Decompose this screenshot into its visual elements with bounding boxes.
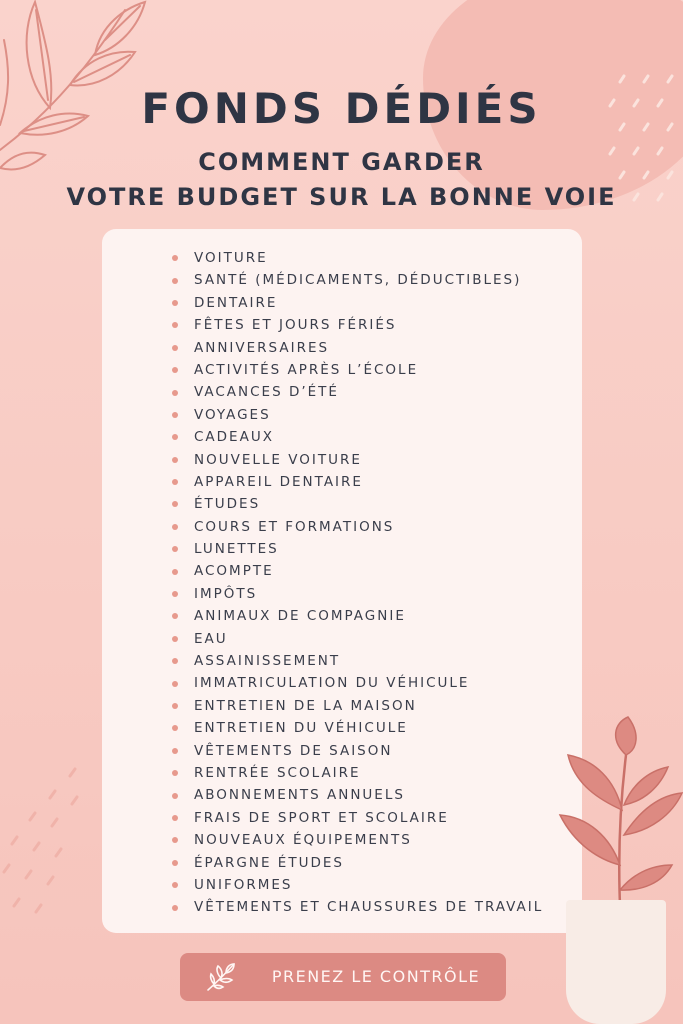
- bullet-icon: [172, 412, 178, 418]
- list-item: [172, 672, 572, 694]
- list-item-label: COURS ET FORMATIONS: [194, 518, 395, 535]
- list-item: [172, 292, 572, 314]
- list-item-label: DENTAIRE: [194, 294, 278, 311]
- list-item: [172, 426, 572, 448]
- bullet-icon: [172, 457, 178, 463]
- list-item: [172, 493, 572, 515]
- list-item-label: NOUVELLE VOITURE: [194, 451, 362, 468]
- list-item: [172, 852, 572, 874]
- bullet-icon: [172, 501, 178, 507]
- list-item: [172, 717, 572, 739]
- list-item: [172, 269, 572, 291]
- bullet-icon: [172, 636, 178, 642]
- list-item: [172, 784, 572, 806]
- list-item-label: VACANCES D’ÉTÉ: [194, 384, 339, 401]
- bullet-icon: [172, 793, 178, 799]
- list-item: [172, 404, 572, 426]
- list-item: [172, 359, 572, 381]
- dash-pattern-icon: [0, 760, 90, 930]
- page-subtitle: VOTRE BUDGET SUR LA BONNE VOIE: [66, 183, 617, 211]
- bullet-icon: [172, 748, 178, 754]
- bullet-icon: [172, 300, 178, 306]
- list-item: [172, 740, 572, 762]
- bullet-icon: [172, 815, 178, 821]
- list-item: [172, 538, 572, 560]
- bullet-icon: [172, 434, 178, 440]
- list-item-label: IMPÔTS: [194, 585, 258, 602]
- list-item: [172, 449, 572, 471]
- bullet-icon: [172, 703, 178, 709]
- list-item: [172, 381, 572, 403]
- list-item-label: FÊTES ET JOURS FÉRIÉS: [194, 317, 397, 334]
- bullet-icon: [172, 390, 178, 396]
- list-item: [172, 337, 572, 359]
- list-item: [172, 874, 572, 896]
- list-item-label: EAU: [194, 630, 228, 647]
- list-item-label: NOUVEAUX ÉQUIPEMENTS: [194, 832, 412, 849]
- list-item: [172, 583, 572, 605]
- bullet-icon: [172, 569, 178, 575]
- bullet-icon: [172, 905, 178, 911]
- bullet-icon: [172, 770, 178, 776]
- bullet-icon: [172, 837, 178, 843]
- list-item-label: ÉPARGNE ÉTUDES: [194, 854, 344, 871]
- list-item-label: SANTÉ (MÉDICAMENTS, DÉDUCTIBLES): [194, 272, 522, 289]
- list-item-label: ACTIVITÉS APRÈS L’ÉCOLE: [194, 361, 419, 378]
- bullet-icon: [172, 322, 178, 328]
- list-item-label: ANIMAUX DE COMPAGNIE: [194, 608, 406, 625]
- bullet-icon: [172, 613, 178, 619]
- list-item: [172, 896, 572, 918]
- bullet-icon: [172, 479, 178, 485]
- plant-pot: [566, 900, 666, 1024]
- bullet-icon: [172, 546, 178, 552]
- list-item: [172, 628, 572, 650]
- list-item: [172, 247, 572, 269]
- bullet-icon: [172, 524, 178, 530]
- page-title: FONDS DÉDIÉS: [141, 84, 542, 133]
- list-item-label: FRAIS DE SPORT ET SCOLAIRE: [194, 809, 449, 826]
- bullet-icon: [172, 681, 178, 687]
- list-item-label: ASSAINISSEMENT: [194, 653, 341, 670]
- bullet-icon: [172, 591, 178, 597]
- list-item-label: ABONNEMENTS ANNUELS: [194, 787, 405, 804]
- list-item-label: ENTRETIEN DE LA MAISON: [194, 697, 417, 714]
- page-subtitle: COMMENT GARDER: [198, 148, 485, 176]
- list-item-label: CADEAUX: [194, 429, 274, 446]
- list-item-label: ACOMPTE: [194, 563, 274, 580]
- bullet-icon: [172, 255, 178, 261]
- list-item-label: VÊTEMENTS DE SAISON: [194, 742, 393, 759]
- list-item-label: LUNETTES: [194, 541, 279, 558]
- list-item: [172, 314, 572, 336]
- bullet-icon: [172, 658, 178, 664]
- list-item-label: RENTRÉE SCOLAIRE: [194, 764, 361, 781]
- list-item: [172, 829, 572, 851]
- bullet-icon: [172, 278, 178, 284]
- fund-list-card: [102, 229, 582, 933]
- leaf-sprig-icon: [204, 961, 238, 993]
- list-item-label: VÊTEMENTS ET CHAUSSURES DE TRAVAIL: [194, 899, 544, 916]
- potted-plant-icon: [540, 715, 683, 910]
- list-item: [172, 605, 572, 627]
- bullet-icon: [172, 860, 178, 866]
- list-item: [172, 762, 572, 784]
- list-item-label: APPAREIL DENTAIRE: [194, 473, 363, 490]
- list-item-label: VOITURE: [194, 250, 268, 266]
- list-item-label: ÉTUDES: [194, 496, 261, 513]
- list-item: [172, 560, 572, 582]
- take-control-button[interactable]: [180, 953, 506, 1001]
- list-item-label: IMMATRICULATION DU VÉHICULE: [194, 675, 470, 692]
- list-item: [172, 807, 572, 829]
- list-item-label: VOYAGES: [194, 406, 271, 423]
- bullet-icon: [172, 882, 178, 888]
- list-item: [172, 516, 572, 538]
- list-item: [172, 695, 572, 717]
- bullet-icon: [172, 345, 178, 351]
- bullet-icon: [172, 367, 178, 373]
- list-item: [172, 471, 572, 493]
- list-item-label: UNIFORMES: [194, 876, 293, 893]
- fund-list: [172, 247, 572, 919]
- list-item: [172, 650, 572, 672]
- list-item-label: ENTRETIEN DU VÉHICULE: [194, 720, 408, 737]
- list-item-label: ANNIVERSAIRES: [194, 339, 330, 356]
- take-control-button-label: PRENEZ LE CONTRÔLE: [271, 967, 481, 986]
- bullet-icon: [172, 725, 178, 731]
